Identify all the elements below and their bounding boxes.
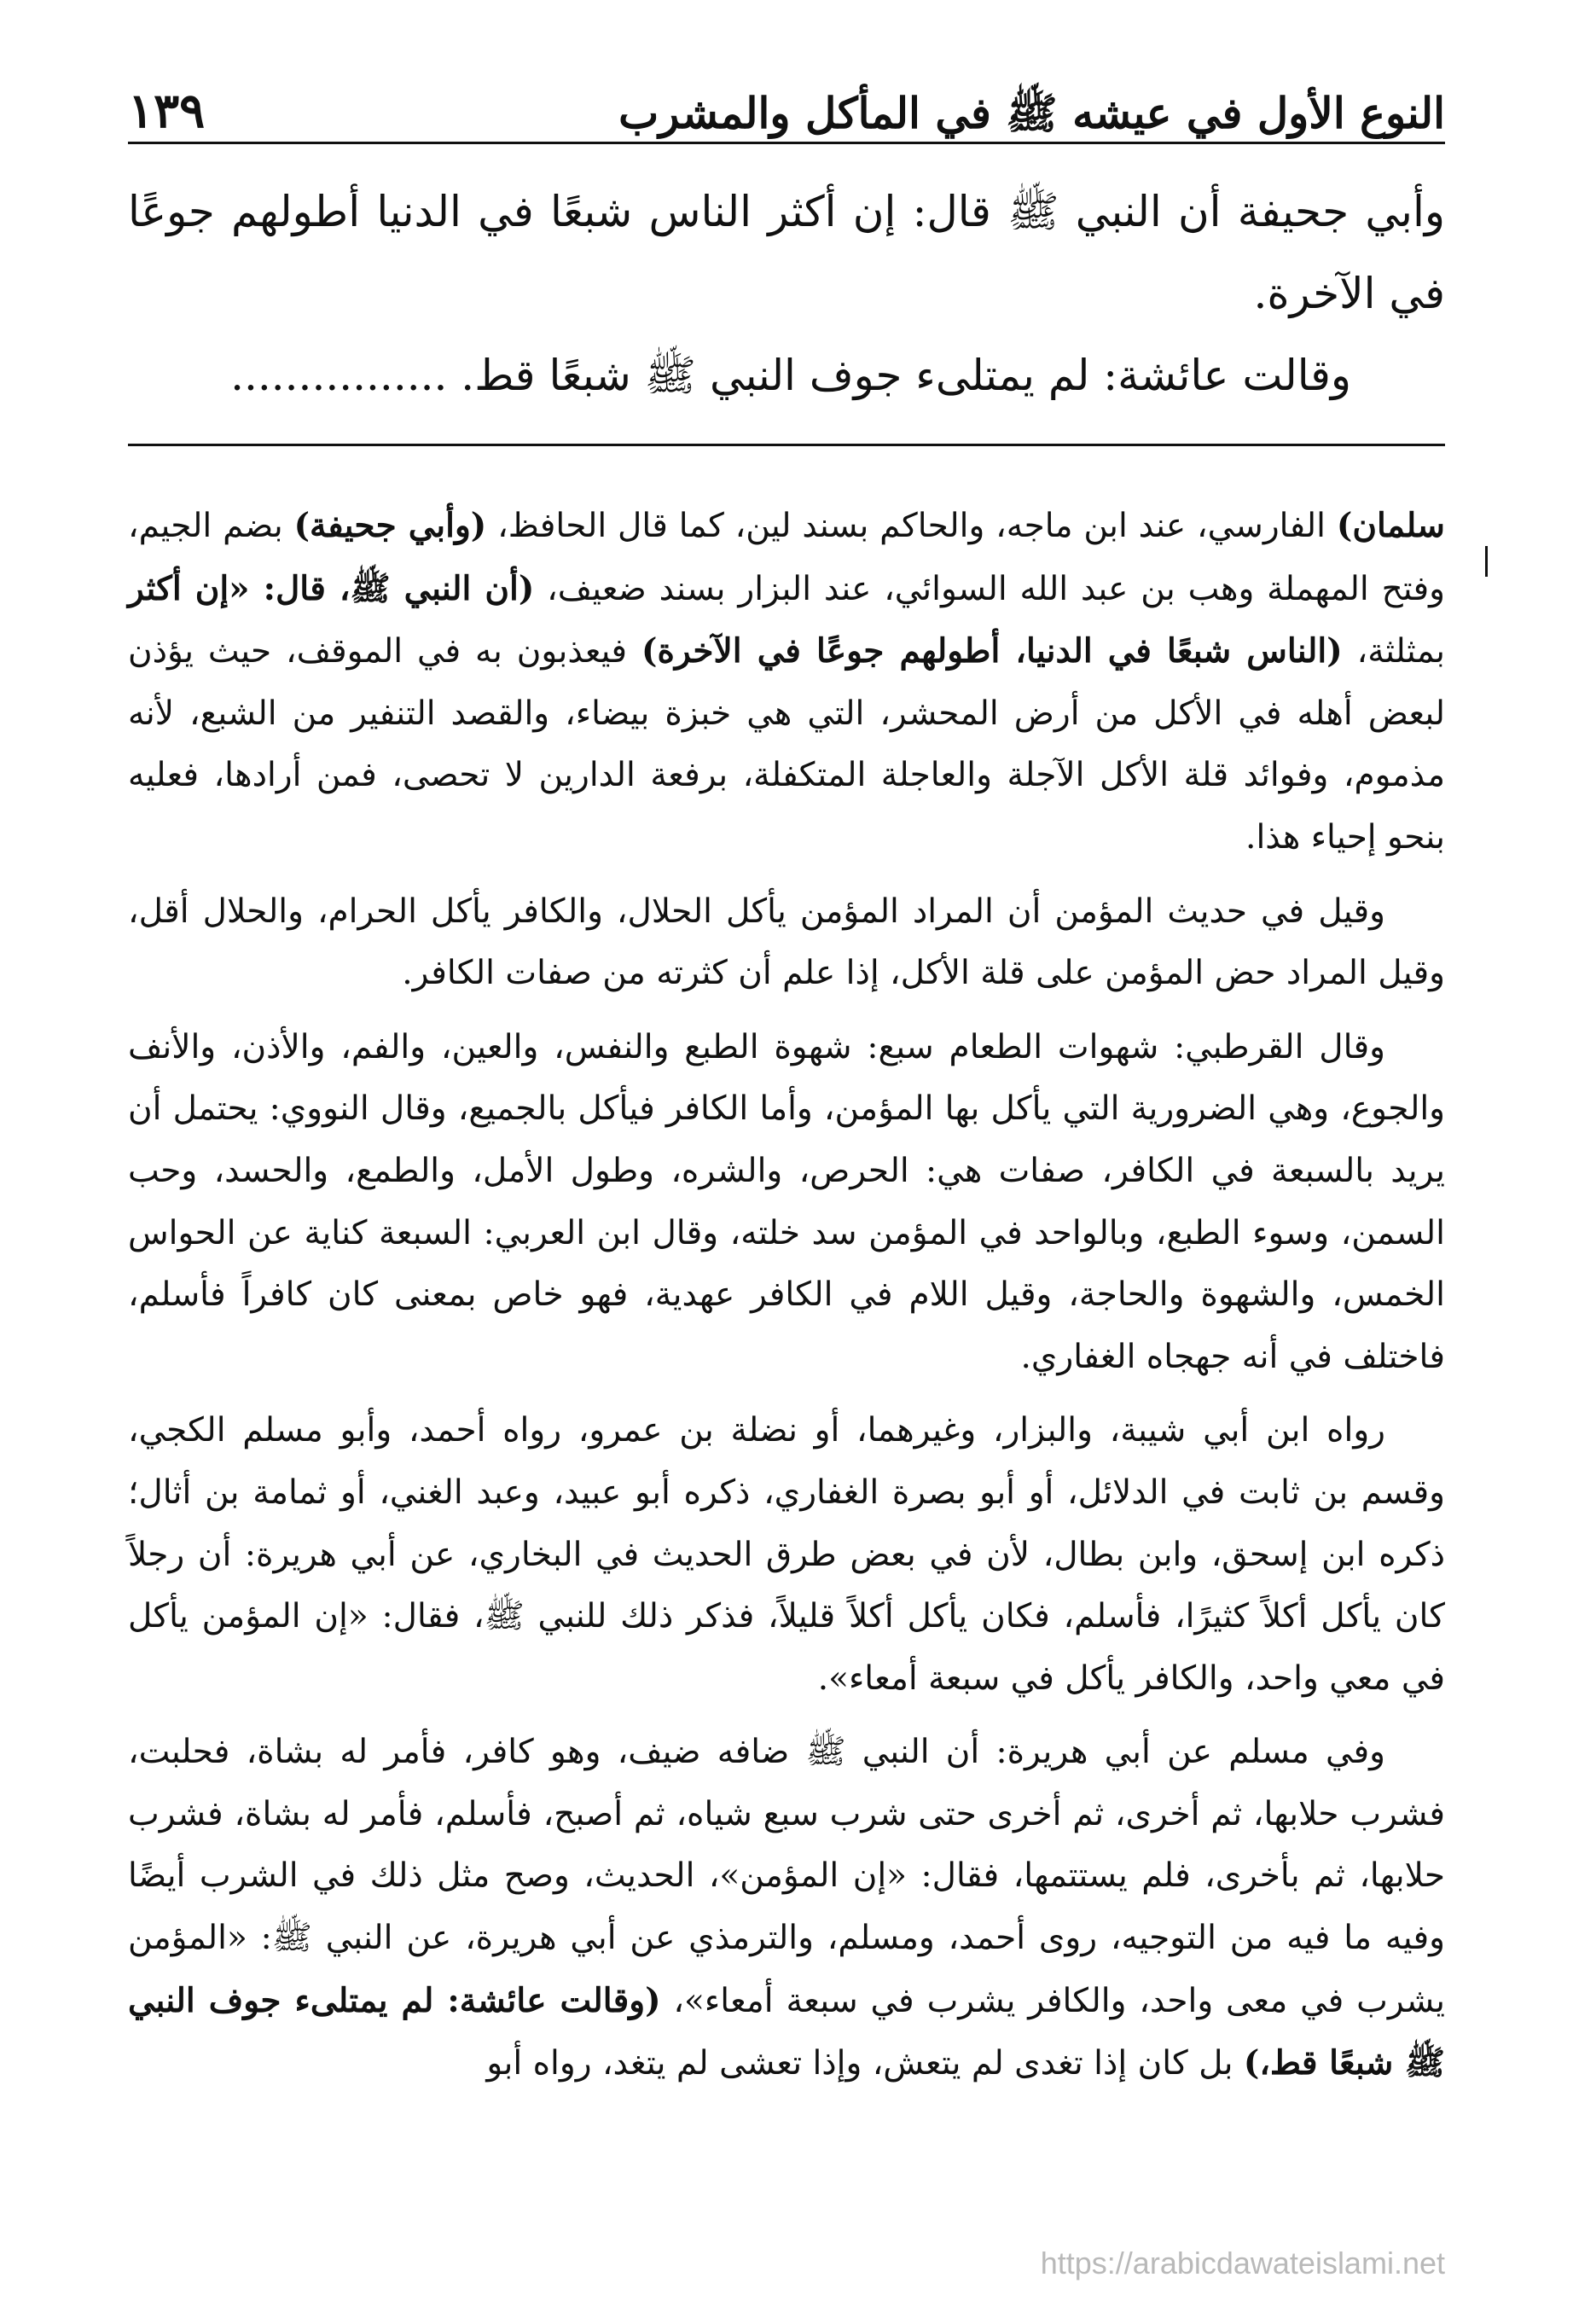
commentary-bold-span: (الناس شبعًا في الدنيا، أطولهم جوعًا في الآخرة) bbox=[641, 631, 1343, 671]
commentary-paragraph-4: رواه ابن أبي شيبة، والبزار، وغيرهما، أو نضلة بن عمرو، رواه أحمد، وأبو مسلم الكجي، وقسم بن ثابت في الدلائل، أو أبو بصرة الغفاري، ذكره أبو عبيد، وعبد الغني، أو ثمامة بن أثال؛ ذكره ابن إسحق، وابن بطال، لأن في بعض طرق الحديث في البخاري، عن أبي هريرة: أن رجلاً كان يأكل أكلاً كثيرًا، فأسلم، فكان يأكل أكلاً قليلاً، فذكر ذلك للنبي ﷺ، فقال: «إن المؤمن يأكل في معي واحد، والكافر يأكل في سبعة أمعاء». bbox=[128, 1411, 1445, 1698]
commentary-bold-span: سلمان) bbox=[1336, 506, 1445, 545]
commentary-span: فيعذبون به في الموقف، حيث يؤذن لبعض أهله في الأكل من أرض المحشر، التي هي خبزة بيضاء، والقصد التنفير من الشبع، لأنه مذموم، وفوائد قلة الأكل الآجلة والعاجلة المتكفلة، برفعة الدارين لا تحصى، فمن أرادها، فعليه بنحو إحياء هذا. bbox=[128, 632, 1445, 857]
page-header bbox=[128, 67, 1445, 139]
matn-paragraph-2-text: وقالت عائشة: لم يمتلىء جوف النبي ﷺ شبعًا قط. bbox=[461, 351, 1351, 400]
watermark-url: https://arabicdawateislami.net bbox=[1040, 2246, 1445, 2280]
commentary-bold-span: (وأبي جحيفة) bbox=[293, 506, 487, 545]
running-title: النوع الأول في عيشه ﷺ في المأكل والمشرب bbox=[618, 88, 1445, 138]
matn-dots: ................ bbox=[230, 351, 448, 400]
main-text bbox=[128, 171, 1445, 416]
matn-separator-rule bbox=[128, 444, 1445, 446]
page-number: ١٣٩ bbox=[128, 83, 206, 139]
commentary-span: الفارسي، عند ابن ماجه، والحاكم بسند لين، كما قال الحافظ، bbox=[486, 507, 1337, 545]
matn-paragraph-2 bbox=[128, 334, 1445, 416]
commentary-span: بمثلثة، bbox=[1342, 632, 1445, 671]
commentary-bold-span: (أن النبي ﷺ، قال: «إن أكثر bbox=[128, 568, 535, 608]
commentary-span: بل كان إذا تغدى لم يتعش، وإذا تعشى لم يتغد، رواه أبو bbox=[486, 2044, 1244, 2083]
commentary-paragraph-2: وقيل في حديث المؤمن أن المراد المؤمن يأكل الحلال، والكافر يأكل الحرام، والحلال أقل، وقيل المراد حض المؤمن على قلة الأكل، إذا علم أن كثرته من صفات الكافر. bbox=[128, 892, 1445, 993]
commentary-text bbox=[128, 495, 1445, 2107]
commentary-paragraph-1 bbox=[128, 495, 1445, 869]
header-rule bbox=[128, 142, 1445, 144]
commentary-span: وفي مسلم عن أبي هريرة: أن النبي ﷺ ضافه ضيف، وهو كافر، فأمر له بشاة، فحلبت، فشرب حلابها، ثم أخرى، ثم أخرى حتى شرب سبع شياه، ثم أصبح، فأسلم، فأمر له بشاة، فشرب حلابها، ثم بأخرى، فلم يستتمها، فقال: «إن المؤمن»، الحديث، وصح مثل ذلك في الشرب أيضًا وفيه ما فيه من التوجيه، روى أحمد، ومسلم، والترمذي عن أبي هريرة، عن النبي ﷺ: «المؤمن يشرب في معى واحد، والكافر يشرب في سبعة أمعاء»، bbox=[128, 1733, 1445, 2020]
commentary-paragraph-5 bbox=[128, 1722, 1445, 2095]
commentary-bold-span: (وقالت عائشة: لم يمتلىء جوف النبي ﷺ شبعًا قط،) bbox=[128, 1980, 1445, 2083]
commentary-span: بضم الجيم، وفتح المهملة وهب بن عبد الله السوائي، عند البزار بسند ضعيف، bbox=[128, 507, 1446, 608]
matn-paragraph-1: وأبي جحيفة أن النبي ﷺ قال: إن أكثر الناس شبعًا في الدنيا أطولهم جوعًا في الآخرة. bbox=[128, 187, 1445, 318]
margin-mark bbox=[1485, 546, 1488, 577]
commentary-paragraph-3: وقال القرطبي: شهوات الطعام سبع: شهوة الطبع والنفس، والعين، والفم، والأذن، والأنف والجوع، وهي الضرورية التي يأكل بها المؤمن، وأما الكافر فيأكل بالجميع، وقال النووي: يحتمل أن يريد بالسبعة في الكافر، صفات هي: الحرص، والشره، وطول الأمل، والطمع، والحسد، وحب السمن، وسوء الطبع، وبالواحد في المؤمن سد خلته، وقال ابن العربي: السبعة كناية عن الحواس الخمس، والشهوة والحاجة، وقيل اللام في الكافر عهدية، فهو خاص بمعنى كان كافراً فأسلم، فاختلف في أنه جهجاه الغفاري. bbox=[128, 1027, 1445, 1376]
